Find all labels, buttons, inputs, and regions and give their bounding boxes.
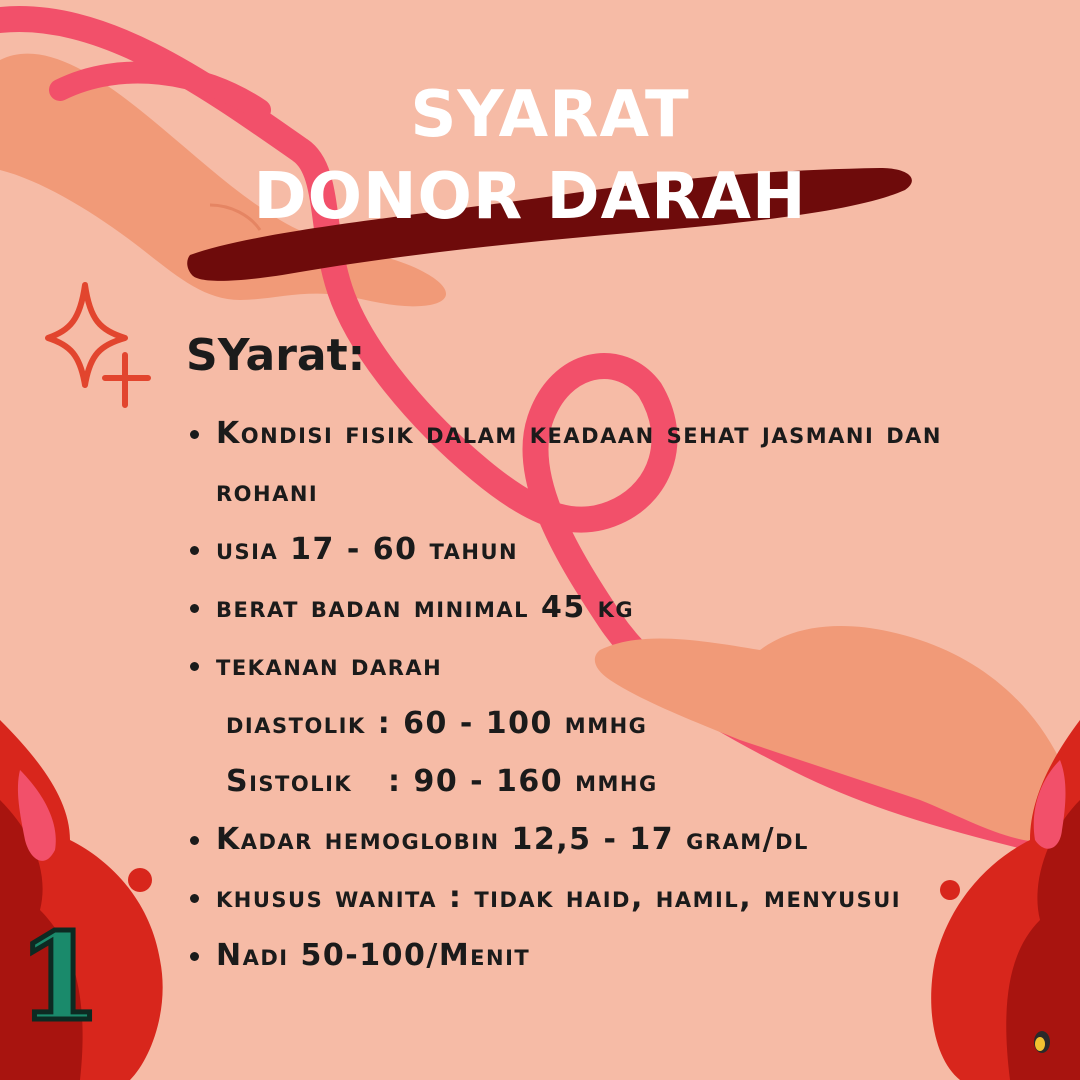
sparkle-icon [48,285,148,405]
list-item: berat badan minimal 45 kg [186,579,1046,637]
list-item: khusus wanita : tidak haid, hamil, menyusui [186,869,1046,927]
title-line-1: SYARAT [410,78,690,152]
list-item-continuation: rohani [216,474,319,509]
title-line-2: DONOR DARAH [253,160,807,234]
requirements-list [186,405,1046,985]
list-item: tekanan darah [186,637,1046,695]
list-item: Kondisi fisik dalam keadaan sehat jasmani dan [186,405,1046,463]
list-item: Kadar hemoglobin 12,5 - 17 gram/dl [186,811,1046,869]
list-item: Nadi 50-100/Menit [186,927,1046,985]
list-subitem: Sistolik : 90 - 160 mmhg [226,764,658,799]
list-subitem: diastolik : 60 - 100 mmhg [226,706,648,741]
page-number: 1 [18,907,102,1048]
list-item: usia 17 - 60 tahun [186,521,1046,579]
logo-icon [1034,1031,1050,1053]
requirements-heading: SYarat: [186,330,366,381]
